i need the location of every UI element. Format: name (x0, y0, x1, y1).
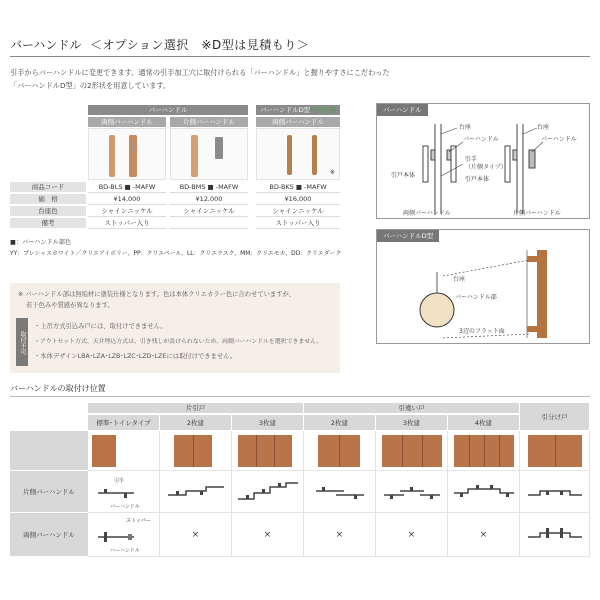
label-daiza: 台座 (459, 124, 472, 131)
spec-value: BD-BMS ■ -MAFW (170, 182, 248, 193)
door-image-chigai-2 (304, 431, 376, 471)
plan-both-standard (88, 513, 160, 557)
plan-diagram (314, 483, 366, 503)
note-bullet-2: ・アウトセット方式、天井埋込方式は、引き残しが設けられないため、両側バーハンドルを選択できません。 (34, 339, 323, 345)
spec-key: 価 格 (10, 194, 86, 205)
door-seam (484, 435, 485, 467)
plan-diagram (96, 481, 136, 505)
not-available-mark: × (448, 513, 520, 557)
spec-value: シャインニッケル (88, 206, 166, 217)
asterisk-mark: ※ (330, 169, 336, 176)
product-image-bms (170, 128, 248, 180)
note-line-2: 若干色みや質感が異なります。 (26, 302, 114, 309)
row-label-one-side: 片側バーハンドル (10, 471, 88, 513)
col-header-kata-3: 3枚建 (232, 415, 304, 431)
plan-both-hikiwake (520, 513, 590, 557)
spec-value: BD-BKS ■ -MAFW (256, 182, 340, 193)
mini-label-stopper: ストッパー (126, 518, 151, 524)
col-header-chigai-2: 2枚建 (304, 415, 376, 431)
sub-both-sides: 両側バーハンドル (88, 117, 166, 127)
not-available-mark: × (376, 513, 448, 557)
door-image-chigai-4 (448, 431, 520, 471)
note-bullet-3: ・本体デザインLBA･LZA･LZB･LZC･LZD･LZEには取付けできません。 (34, 353, 237, 360)
diagram-bar-handle-header: バーハンドル (377, 104, 428, 116)
group-header-hikichigai: 引違い戸 (304, 403, 520, 414)
caption-one-side: 片側バーハンドル (513, 210, 561, 217)
plan-diagram (166, 483, 226, 503)
d-handle-image (312, 135, 317, 175)
door-seam (422, 435, 423, 467)
intro-line-2: 「バーハンドルD型」の2形状を用意しています。 (10, 81, 171, 90)
plan-one-chigai-2 (304, 471, 376, 513)
plan-one-kata-3 (232, 471, 304, 513)
diagram-d-type-header: バーハンドルD型 (377, 230, 439, 242)
special-spec-label: 特別仕様 (310, 106, 337, 114)
label-body-right: 引戸本体 (465, 176, 490, 183)
page-subtitle: ＜オプション選択 ※D型は見積もり＞ (90, 38, 310, 52)
spec-value: ¥14,000 (88, 194, 166, 205)
legend-codes: YY：プレシャスホワイト／クリエアイボリー、PP：クリエペール、LL：クリエラスク、MM：クリエモカ、DD：クリエダーク (10, 251, 342, 257)
stopper-image (132, 141, 134, 151)
spec-value: シャインニッケル (256, 206, 340, 217)
group-header-kata: 片引戸 (88, 403, 304, 414)
sub-d-both-sides: 両側バーハンドル (256, 117, 340, 127)
spec-value: ¥12,000 (170, 194, 248, 205)
plan-one-standard (88, 471, 160, 513)
not-available-mark: × (304, 513, 376, 557)
door-seam (256, 435, 257, 467)
label-d-bar-part: バーハンドル部 (455, 294, 497, 301)
label-body-left: 引戸本体 (391, 172, 416, 179)
door-seam (402, 435, 403, 467)
row-label-image (10, 431, 88, 471)
door-image-standard (88, 431, 160, 471)
label-hikite: 引手 (465, 156, 478, 163)
page-title: バーハンドル (10, 38, 82, 52)
door-seam (274, 435, 275, 467)
row-label-both-sides: 両側バーハンドル (10, 513, 88, 557)
bar-handle-image (191, 135, 198, 177)
notes-box (10, 283, 340, 373)
not-available-mark: × (160, 513, 232, 557)
label-hikite-type: （片側タイプ） (465, 164, 507, 171)
group-header-hikiwake: 引分け戸 (520, 403, 590, 431)
mini-label-bar: バーハンドル (110, 504, 140, 510)
not-available-mark: × (232, 513, 304, 557)
plan-one-hikiwake (520, 471, 590, 513)
col-header-chigai-3: 3枚建 (376, 415, 448, 431)
col-header-standard: 標準･トイレタイプ (88, 415, 160, 431)
hikite-image (215, 137, 223, 159)
mount-section-title: バーハンドルの取付け位置 (10, 384, 106, 393)
plan-one-kata-2 (160, 471, 232, 513)
door-panel (92, 435, 116, 467)
door-image-hikiwake (520, 431, 590, 471)
header (0, 0, 600, 60)
category-d-type-label: バーハンドルD型 (260, 106, 311, 114)
door-image-kata-3 (232, 431, 304, 471)
product-image-bks (256, 128, 340, 180)
plan-diagram (382, 483, 442, 503)
spec-row-price (10, 194, 340, 205)
door-seam (193, 435, 194, 467)
col-header-chigai-4: 4枚建 (448, 415, 520, 431)
plan-one-chigai-3 (376, 471, 448, 513)
spec-key: 商品コード (10, 182, 86, 193)
category-bar-handle: バーハンドル (88, 105, 248, 115)
caption-both-sides: 両側バーハンドル (403, 210, 451, 217)
note-bullet-1: ・上吊方式引込み戸には、取付けできません。 (34, 323, 167, 330)
d-handle-image (287, 135, 292, 175)
door-seam (339, 435, 340, 467)
spec-value: シャインニッケル (170, 206, 248, 217)
spec-value: ¥16,000 (256, 194, 340, 205)
plan-diagram (526, 483, 584, 503)
category-d-type (256, 105, 340, 115)
sub-one-side: 片側バーハンドル (170, 117, 248, 127)
product-image-bls (88, 128, 166, 180)
header-divider (10, 56, 590, 57)
spec-key: 台座色 (10, 206, 86, 217)
plan-diagram (452, 483, 516, 503)
label-d-daiza: 台座 (453, 276, 466, 283)
door-seam (555, 435, 556, 467)
door-image-kata-2 (160, 431, 232, 471)
mini-label-bar-2: バーハンドル (110, 548, 140, 554)
spec-value: ストッパー入り (256, 218, 340, 229)
diagram-bar-handle (376, 103, 590, 219)
label-bar-2: バーハンドル (541, 136, 577, 143)
plan-diagram (236, 481, 300, 505)
spec-row-remarks (10, 218, 340, 229)
spec-row-code (10, 182, 340, 193)
door-panel (238, 435, 292, 467)
spec-key: 備考 (10, 218, 86, 229)
spec-value: BD-BLS ■ -MAFW (88, 182, 166, 193)
plan-diagram (526, 525, 584, 547)
door-seam (499, 435, 500, 467)
ng-label: 取付不可 (16, 318, 28, 366)
mini-label-hikite: 引手 (114, 478, 125, 484)
intro-line-1: 引手からバーハンドルに変更できます。通常の引手加工穴に取付けられる「バーハンドル」と握りやすさにこだわった (10, 68, 390, 77)
bar-handle-image (109, 135, 115, 177)
spec-row-base-color (10, 206, 340, 217)
label-bar: バーハンドル (463, 136, 499, 143)
label-daiza-2: 台座 (537, 124, 550, 131)
mount-section-divider (10, 396, 590, 397)
door-image-chigai-3 (376, 431, 448, 471)
plan-diagram (96, 525, 136, 549)
spec-value (170, 218, 248, 229)
label-d-flat: 3辺のフラット面 (459, 328, 505, 335)
door-panel (382, 435, 442, 467)
spec-value: ストッパー入り (88, 218, 166, 229)
diagram-d-type (376, 229, 590, 344)
plan-one-chigai-4 (448, 471, 520, 513)
col-header-kata-2: 2枚建 (160, 415, 232, 431)
note-line-1: ※ バーハンドル部は無垢材に塗装仕様となります。色は本体クリエカラー色に合わせていますが、 (18, 291, 296, 298)
door-seam (469, 435, 470, 467)
legend-title: ■：バーハンドル部色 (10, 239, 72, 246)
